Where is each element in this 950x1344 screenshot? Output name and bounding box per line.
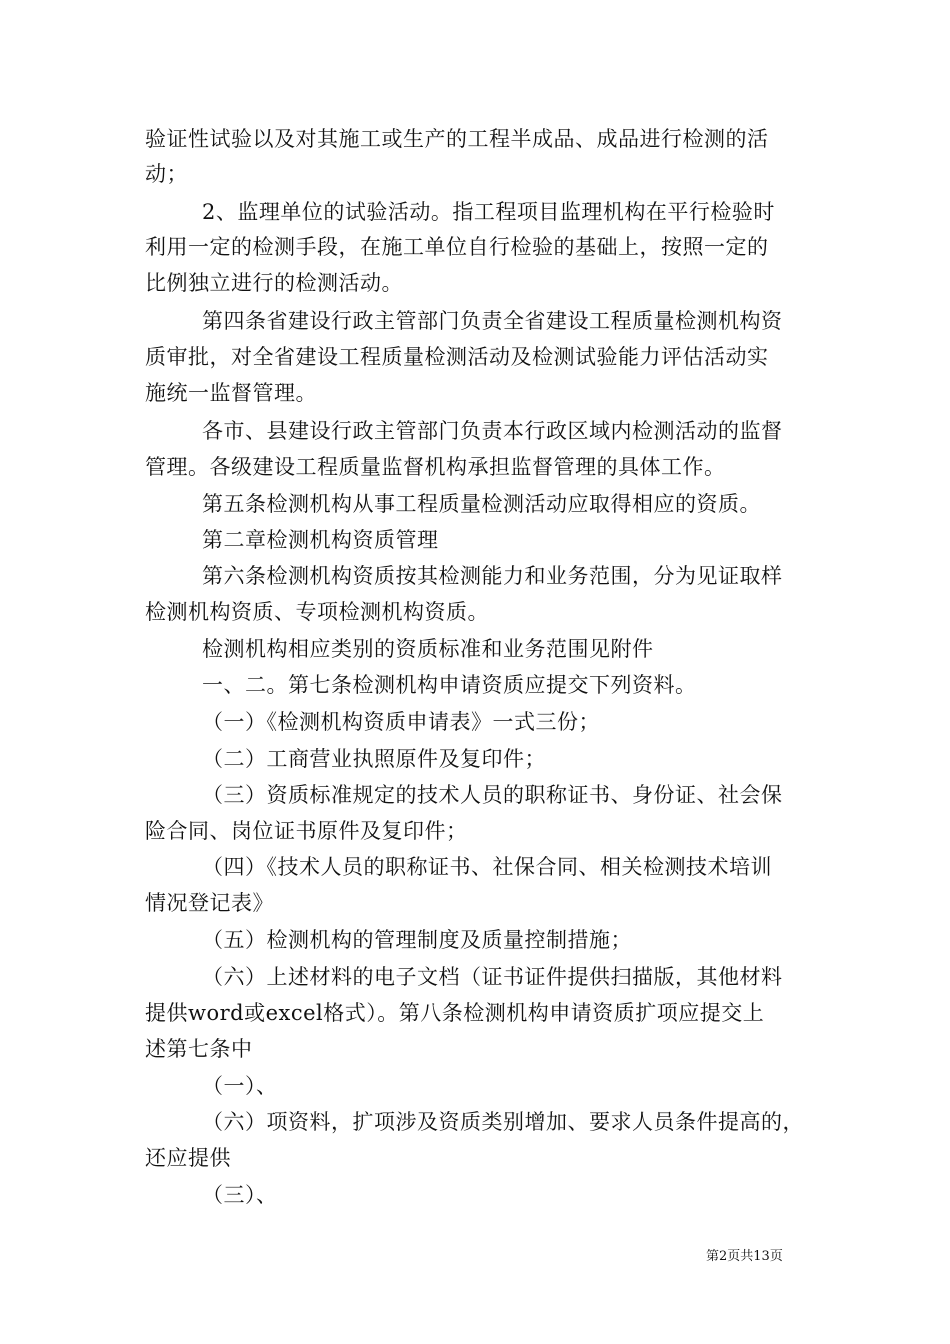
text-line: 动； bbox=[145, 162, 188, 186]
text-line: 检测机构相应类别的资质标准和业务范围见附件 bbox=[202, 637, 654, 661]
list-item: （一）、 bbox=[202, 1074, 278, 1098]
text-line: 第五条检测机构从事工程质量检测活动应取得相应的资质。 bbox=[202, 492, 761, 516]
text-line: 检测机构资质、专项检测机构资质。 bbox=[145, 600, 489, 624]
text-line: 还应提供 bbox=[145, 1146, 231, 1170]
section-heading: 第二章检测机构资质管理 bbox=[202, 528, 439, 552]
list-item: （三）资质标准规定的技术人员的职称证书、身份证、社会保 bbox=[202, 783, 783, 807]
text-line: 质审批，对全省建设工程质量检测活动及检测试验能力评估活动实 bbox=[145, 345, 769, 369]
page-number: 第2页共13页 bbox=[706, 1249, 783, 1264]
list-item: （五）检测机构的管理制度及质量控制措施； bbox=[202, 928, 632, 952]
list-item: （二）工商营业执照原件及复印件； bbox=[202, 747, 546, 771]
text-line: 情况登记表》 bbox=[145, 891, 274, 915]
list-item: （四）《技术人员的职称证书、社保合同、相关检测技术培训 bbox=[202, 855, 772, 879]
list-item: （三）、 bbox=[202, 1183, 278, 1207]
list-item: （六）上述材料的电子文档（证书证件提供扫描版，其他材料 bbox=[202, 965, 783, 989]
text-line: 利用一定的检测手段，在施工单位自行检验的基础上，按照一定的 bbox=[145, 235, 769, 259]
text-line: 一、二。第七条检测机构申请资质应提交下列资料。 bbox=[202, 673, 697, 697]
text-line: 比例独立进行的检测活动。 bbox=[145, 271, 403, 295]
text-line: 2、监理单位的试验活动。指工程项目监理机构在平行检验时 bbox=[202, 200, 775, 224]
text-line: 提供word或excel格式）。第八条检测机构申请资质扩项应提交上 bbox=[145, 1001, 765, 1025]
text-line: 第四条省建设行政主管部门负责全省建设工程质量检测机构资 bbox=[202, 309, 783, 333]
text-line: 验证性试验以及对其施工或生产的工程半成品、成品进行检测的活 bbox=[145, 127, 769, 151]
text-line: 施统一监督管理。 bbox=[145, 381, 317, 405]
text-line: 险合同、岗位证书原件及复印件； bbox=[145, 819, 468, 843]
text-line: 管理。各级建设工程质量监督机构承担监督管理的具体工作。 bbox=[145, 455, 726, 479]
list-item: （六）项资料，扩项涉及资质类别增加、要求人员条件提高的， bbox=[202, 1110, 804, 1134]
text-line: 述第七条中 bbox=[145, 1037, 253, 1061]
text-line: 第六条检测机构资质按其检测能力和业务范围，分为见证取样 bbox=[202, 564, 783, 588]
text-line: 各市、县建设行政主管部门负责本行政区域内检测活动的监督 bbox=[202, 419, 783, 443]
list-item: （一）《检测机构资质申请表》一式三份； bbox=[202, 710, 600, 734]
